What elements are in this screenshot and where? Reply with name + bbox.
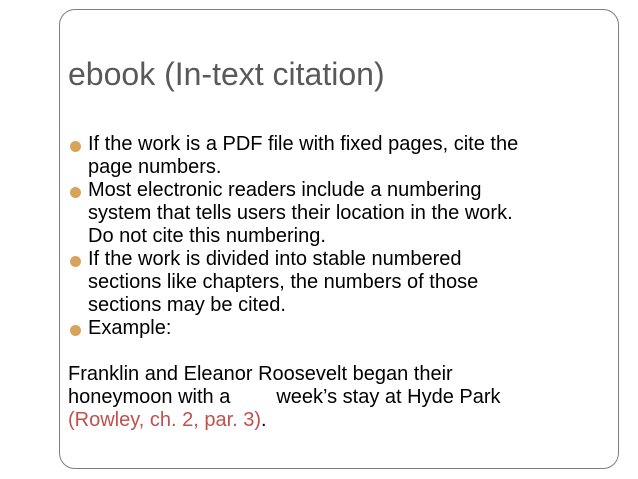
bullet-marker [70, 187, 81, 198]
bullet-text-line: sections like chapters, the numbers of those [88, 271, 479, 293]
bullet-text-line: Do not cite this numbering. [88, 225, 326, 247]
bullet-text-line: If the work is divided into stable numbered [88, 248, 462, 270]
citation-period: . [261, 409, 267, 431]
bullet-text-line: sections may be cited. [88, 294, 286, 316]
bullet-text-line: Most electronic readers include a numbering [88, 179, 482, 201]
bullet-marker [70, 256, 81, 267]
bullet-item [68, 179, 608, 248]
bullet-text-line: page numbers. [88, 156, 222, 178]
bullet-item [68, 133, 608, 179]
example-paragraph [68, 363, 608, 432]
bullet-marker [70, 325, 81, 336]
example-line-2 [68, 386, 608, 409]
bullet-text-line: Example: [88, 317, 172, 339]
example-line-1: Franklin and Eleanor Roosevelt began their [68, 363, 453, 385]
bullet-text-line: If the work is a PDF file with fixed pages, cite the [88, 133, 519, 155]
example-line-2-end: week’s stay at Hyde Park [276, 386, 501, 408]
citation-reference: (Rowley, ch. 2, par. 3) [68, 409, 262, 431]
example-line-3 [68, 409, 608, 432]
bullet-list [68, 133, 608, 340]
slide-title: ebook (In-text citation) [68, 56, 385, 92]
bullet-marker [70, 141, 81, 152]
example-line-2-start: honeymoon with a [68, 386, 231, 408]
bullet-item [68, 248, 608, 317]
bullet-text-line: system that tells users their location in the work. [88, 202, 513, 224]
bullet-item [68, 317, 608, 340]
